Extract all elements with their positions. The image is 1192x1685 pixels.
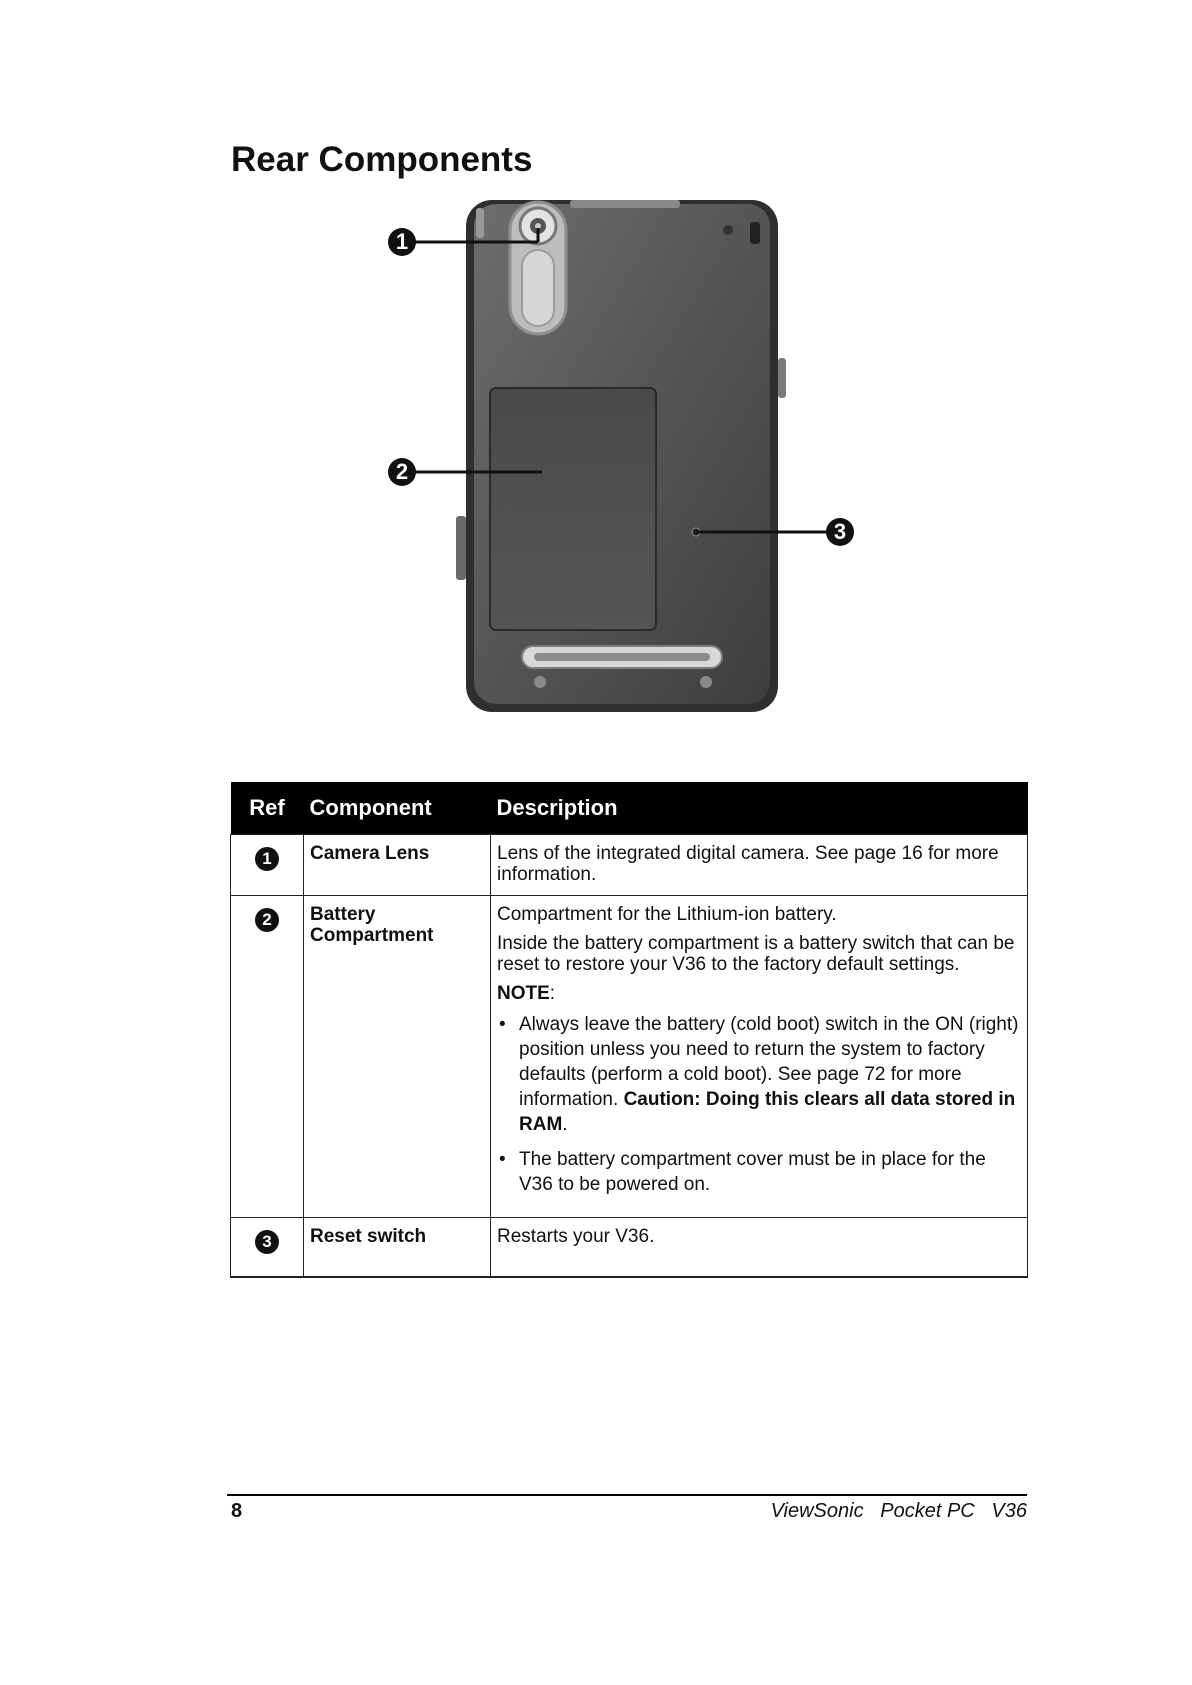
callout-1: 1	[388, 228, 416, 256]
note-list	[497, 1012, 1021, 1197]
component-name: Reset switch	[304, 1218, 491, 1278]
ref-cell	[231, 1218, 304, 1278]
note-heading	[497, 983, 1021, 1004]
component-description	[491, 835, 1028, 896]
footer-product-name: ViewSonic Pocket PC V36	[770, 1500, 1027, 1522]
note-colon: :	[549, 983, 556, 1004]
ref-cell	[231, 835, 304, 896]
note-item	[519, 1147, 1021, 1197]
ref-cell	[231, 896, 304, 1218]
table-row	[231, 896, 1028, 1218]
ref-badge: 3	[255, 1230, 279, 1254]
callout-3: 3	[826, 518, 854, 546]
component-name	[304, 896, 491, 1218]
note-item	[519, 1012, 1021, 1137]
footer-page-number: 8	[231, 1500, 243, 1522]
table-row	[231, 1218, 1028, 1278]
component-description	[491, 1218, 1028, 1278]
component-name-line1: Battery	[310, 904, 376, 925]
components-table	[230, 782, 1028, 1278]
ref-badge: 1	[255, 847, 279, 871]
table-row	[231, 835, 1028, 896]
description-text: Lens of the integrated digital camera. See page 16 for more information.	[497, 843, 999, 885]
component-name: Camera Lens	[304, 835, 491, 896]
component-name-line2: Compartment	[310, 925, 434, 946]
device-rear-figure	[390, 198, 890, 718]
callout-2: 2	[388, 458, 416, 486]
note-item-text: The battery compartment cover must be in place for the V36 to be powered on.	[519, 1149, 986, 1195]
component-description	[491, 896, 1028, 1218]
description-para-2: Inside the battery compartment is a battery switch that can be reset to restore your V36 to the factory default settings.	[497, 933, 1015, 975]
footer-rule	[227, 1494, 1027, 1496]
description-para-1: Compartment for the Lithium-ion battery.	[497, 904, 837, 925]
note-item-end: .	[562, 1114, 568, 1135]
device-rear-illustration	[390, 198, 890, 718]
note-label: NOTE	[497, 983, 550, 1004]
description-text: Restarts your V36.	[497, 1226, 655, 1247]
battery-compartment	[490, 388, 656, 630]
caution-text: Caution: Doing this clears all data stored in RAM	[519, 1089, 1016, 1135]
note-item-text: Always leave the battery (cold boot) switch in the ON (right) position unless you need to return the system to factory defaults (perform a cold boot). See page 72 for more information.	[519, 1014, 1019, 1110]
header-description: Description	[491, 782, 1028, 835]
ref-badge: 2	[255, 908, 279, 932]
page-title: Rear Components	[231, 140, 533, 179]
header-ref: Ref	[231, 782, 304, 835]
header-component: Component	[304, 782, 491, 835]
table-header-row	[231, 782, 1028, 835]
